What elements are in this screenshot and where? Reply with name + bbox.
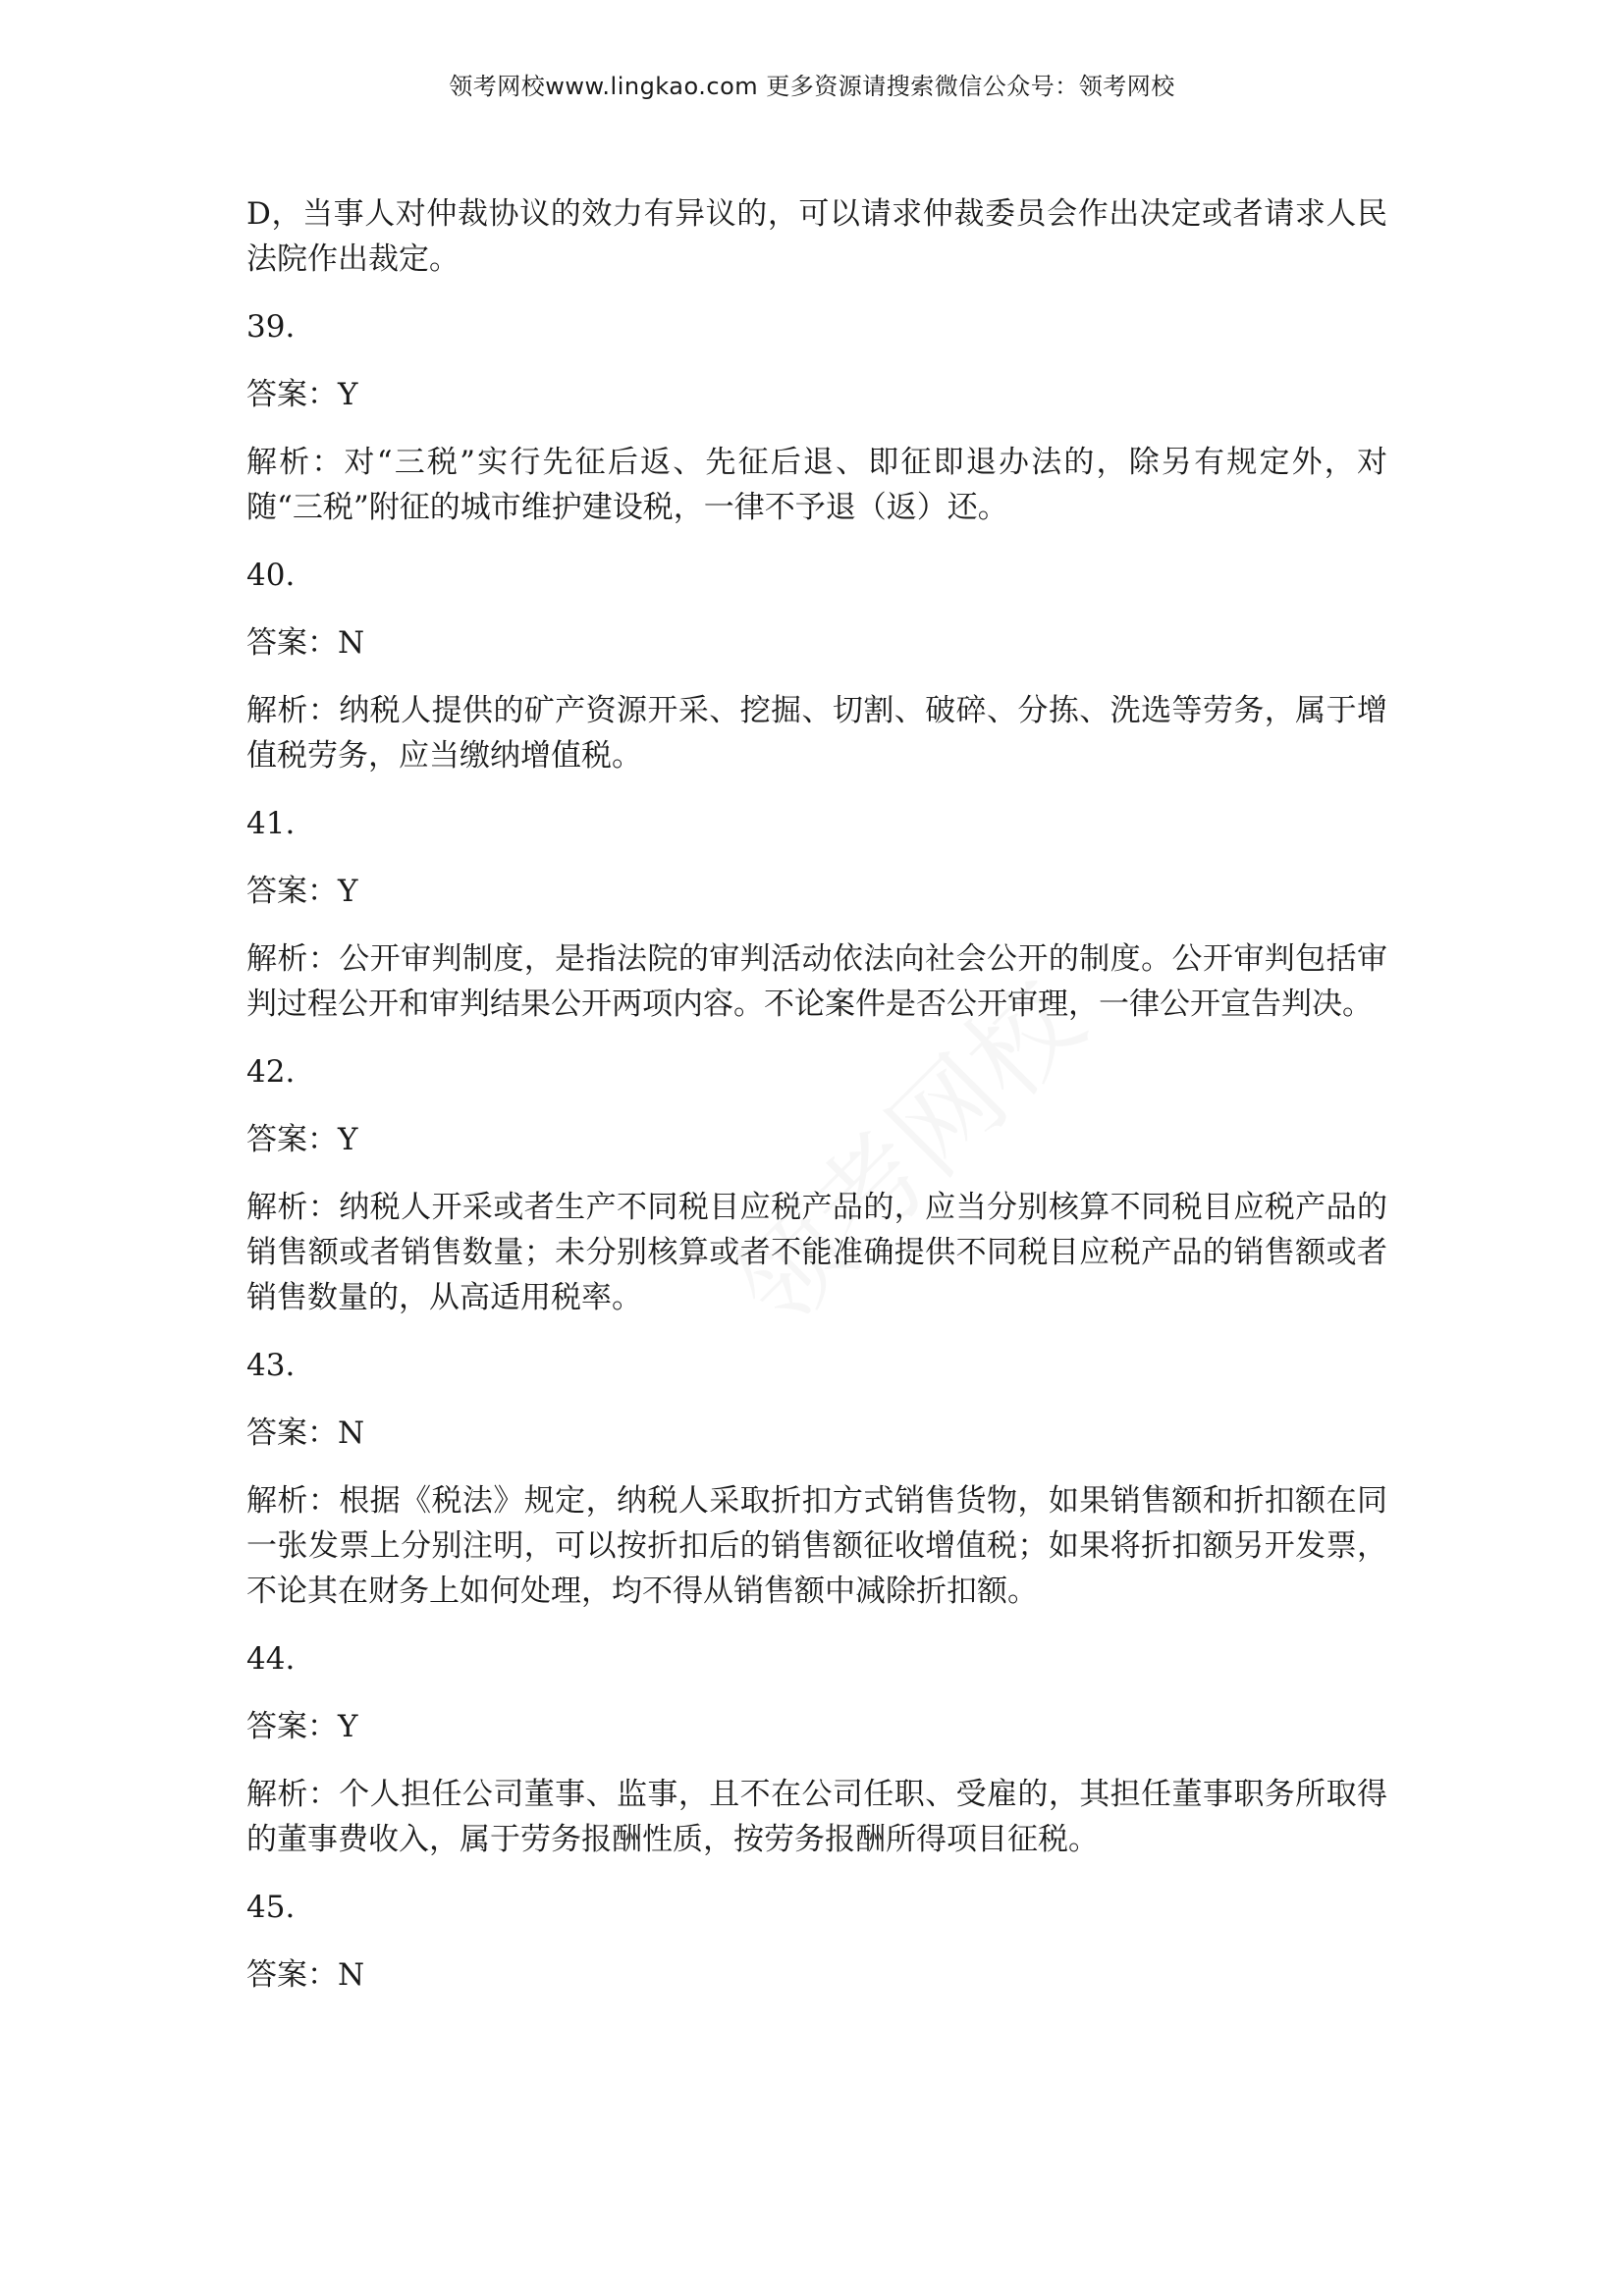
answer: 答案：Y (246, 874, 358, 909)
explanation: 解析：纳税人开采或者生产不同税目应税产品的，应当分别核算不同税目应税产品的销售额或者销售数量；未分别核算或者不能准确提供不同税目应税产品的销售额或者销售数量的，从高适用税率。 (246, 1190, 1387, 1315)
question-number: 40. (246, 558, 296, 593)
answer: 答案：N (246, 1957, 365, 1993)
question-number: 41. (246, 806, 296, 841)
page-header: 领考网校www.lingkao.com 更多资源请搜索微信公众号：领考网校 (449, 73, 1175, 100)
answer: 答案：Y (246, 1709, 358, 1744)
answer: 答案：N (246, 625, 365, 661)
question-number: 43. (246, 1348, 296, 1383)
explanation: 解析：根据《税法》规定，纳税人采取折扣方式销售货物，如果销售额和折扣额在同一张发票上分别注明，可以按折扣后的销售额征收增值税；如果将折扣额另开发票，不论其在财务上如何处理，均不得从销售额中减除折扣额。 (246, 1483, 1387, 1609)
answer: 答案：Y (246, 1122, 358, 1157)
document-body (246, 191, 1387, 2020)
question-number: 39. (246, 309, 296, 345)
question-number: 44. (246, 1641, 296, 1677)
answer: 答案：N (246, 1415, 365, 1451)
explanation: 解析：个人担任公司董事、监事，且不在公司任职、受雇的，其担任董事职务所取得的董事费收入，属于劳务报酬性质，按劳务报酬所得项目征税。 (246, 1777, 1387, 1857)
option-d-text: D，当事人对仲裁协议的效力有异议的，可以请求仲裁委员会作出决定或者请求人民法院作出裁定。 (246, 196, 1387, 277)
explanation: 解析：对“三税”实行先征后返、先征后退、即征即退办法的，除另有规定外，对随“三税”附征的城市维护建设税，一律不予退（返）还。 (246, 445, 1387, 525)
explanation: 解析：公开审判制度，是指法院的审判活动依法向社会公开的制度。公开审判包括审判过程公开和审判结果公开两项内容。不论案件是否公开审理，一律公开宣告判决。 (246, 941, 1387, 1022)
explanation: 解析：纳税人提供的矿产资源开采、挖掘、切割、破碎、分拣、洗选等劳务，属于增值税劳务，应当缴纳增值税。 (246, 693, 1387, 774)
question-number: 42. (246, 1054, 296, 1090)
question-number: 45. (246, 1890, 296, 1925)
answer: 答案：Y (246, 377, 358, 412)
